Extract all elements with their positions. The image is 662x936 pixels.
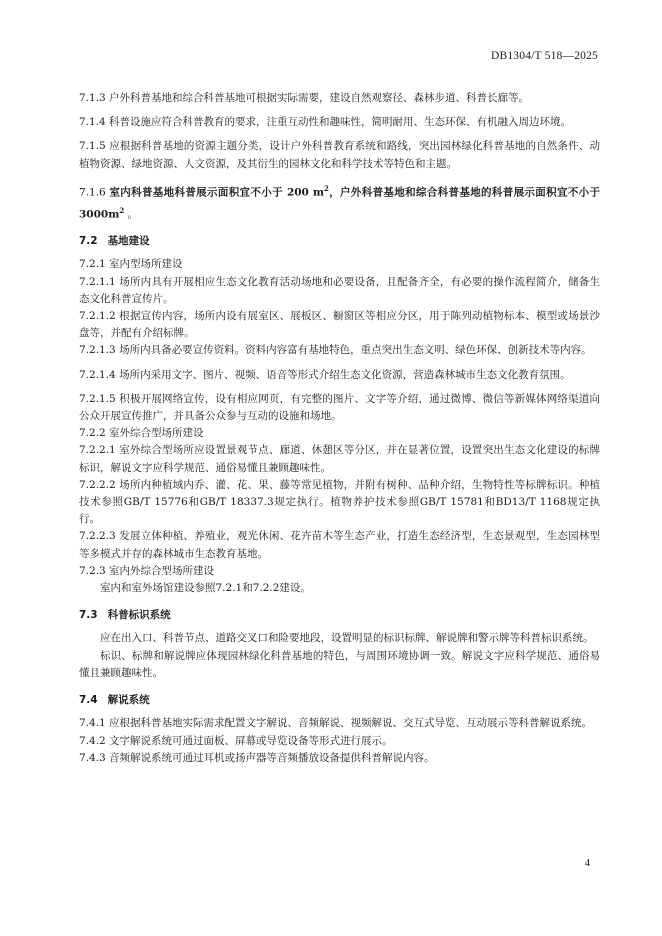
section-7-3-paragraph-2: 标识、标牌和解说牌应体现园林绿化科普基地的特色，与周围环境协调一致。解说文字应科学规范、通俗易懂且兼顾趣味性。: [79, 649, 600, 679]
clause-7-2-1-2: 7.2.1.2 根据宣传内容，场所内设有展室区、展板区、橱窗区等相应分区，用于陈列动植物标本、模型或场景沙盘等，并配有介绍标牌。: [79, 310, 600, 340]
clause-7-1-6-end: 。: [124, 208, 139, 221]
section-number: 7.2: [79, 235, 98, 248]
section-title: 基地建设: [107, 235, 150, 248]
clause-7-2-2-3: 7.2.2.3 发展立体种植、养殖业，观光休闲、花卉苗木等生态产业，打造生态经济型，生态景观型，生态园林型等多模式并存的森林城市生态教育基地。: [79, 530, 600, 560]
clause-7-1-6-text-a: 室内科普基地科普展示面积宜不小于 200 m: [109, 186, 324, 199]
clause-7-1-4: 7.1.4 科普设施应符合科普教育的要求，注重互动性和趣味性，简明耐用、生态环保、有机融入周边环境。: [79, 116, 572, 129]
section-7-3-paragraph-1: 应在出入口、科普节点、道路交叉口和险要地段，设置明显的标识标牌、解说牌和警示牌等科普标识系统。: [100, 632, 594, 645]
clause-number: 7.1.6: [79, 186, 106, 199]
clause-7-4-2: 7.4.2 文字解说系统可通过面板、屏幕或导览设备等形式进行展示。: [79, 734, 393, 747]
section-number: 7.4: [79, 694, 98, 707]
clause-7-2-1-1: 7.2.1.1 场所内具有开展相应生态文化教育活动场地和必要设备，且配备齐全，有必要的操作流程简介，储备生态文化科普宣传片。: [79, 275, 600, 305]
clause-7-2-1-4: 7.2.1.4 场所内采用文字、图片、视频、语音等形式介绍生态文化资源，营造森林城市生态文化教育氛围。: [79, 368, 571, 381]
superscript: 2: [323, 183, 329, 193]
superscript: 2: [119, 205, 125, 215]
section-heading-7-3: [79, 607, 600, 624]
clause-7-2-2-1: 7.2.2.1 室外综合型场所应设置景观节点、廊道、休憩区等分区，并在显著位置，设置突出生态文化建设的标牌标识，解说文字应科学规范、通俗易懂且兼顾趣味性。: [79, 444, 600, 474]
section-number: 7.3: [79, 609, 98, 622]
section-heading-7-4: [79, 692, 600, 709]
section-title: 解说系统: [107, 694, 150, 707]
clause-7-2-1-3: 7.2.1.3 场所内具备必要宣传资料。资料内容富有基地特色，重点突出生态文明、绿色环保、创新技术等内容。: [79, 344, 592, 357]
clause-7-1-6: [79, 180, 600, 223]
section-heading-7-2: [79, 233, 600, 250]
clause-7-1-5: 7.1.5 应根据科普基地的资源主题分类，设计户外科普教育系统和路线，突出园林绿化科普基地的自然条件、动植物资源、绿地资源、人文资源，及其衍生的园林文化和科学技术等特色和主题。: [79, 140, 600, 170]
clause-7-2-3-body: 室内和室外场馆建设参照7.2.1和7.2.2建设。: [100, 582, 311, 595]
clause-7-2-3: 7.2.3 室内外综合型场所建设: [79, 564, 215, 577]
page-content: [79, 90, 600, 767]
document-id-header: DB1304/T 518—2025: [490, 50, 598, 62]
clause-7-2-1-5: 7.2.1.5 积极开展网络宣传，设有相应网页，有完整的图片、文字等介绍，通过微博、微信等新媒体网络渠道向公众开展宣传推广，并具备公众参与互动的设施和场地。: [79, 392, 600, 423]
page-number: 4: [584, 858, 590, 869]
section-title: 科普标识系统: [107, 609, 171, 622]
clause-7-2-2-2: 7.2.2.2 场所内种植域内乔、灌、花、果、藤等常见植物，并附有树种、品种介绍，生物特性等标牌标识。种植技术参照GB/T 15776和GB/T 18337.3规定执行。植物养护技术参照GB/T 15781和BD13/T 1168规定执行。: [79, 478, 600, 526]
clause-7-2-2: 7.2.2 室外综合型场所建设: [79, 427, 204, 440]
clause-7-1-3: 7.1.3 户外科普基地和综合科普基地可根据实际需要，建设自然观察径、森林步道、科普长廊等。: [79, 92, 530, 104]
clause-7-1-6-text-b: ，户外科普基地和综合科普基地的科普展示面积宜不小于 3000m: [79, 186, 601, 221]
clause-7-4-1: 7.4.1 应根据科普基地实际需求配置文字解说、音频解说、视频解说、交互式导览、互动展示等科普解说系统。: [79, 717, 593, 730]
clause-7-2-1: 7.2.1 室内型场所建设: [79, 258, 183, 271]
clause-7-4-3: 7.4.3 音频解说系统可通过耳机或扬声器等音频播放设备提供科普解说内容。: [79, 751, 435, 764]
